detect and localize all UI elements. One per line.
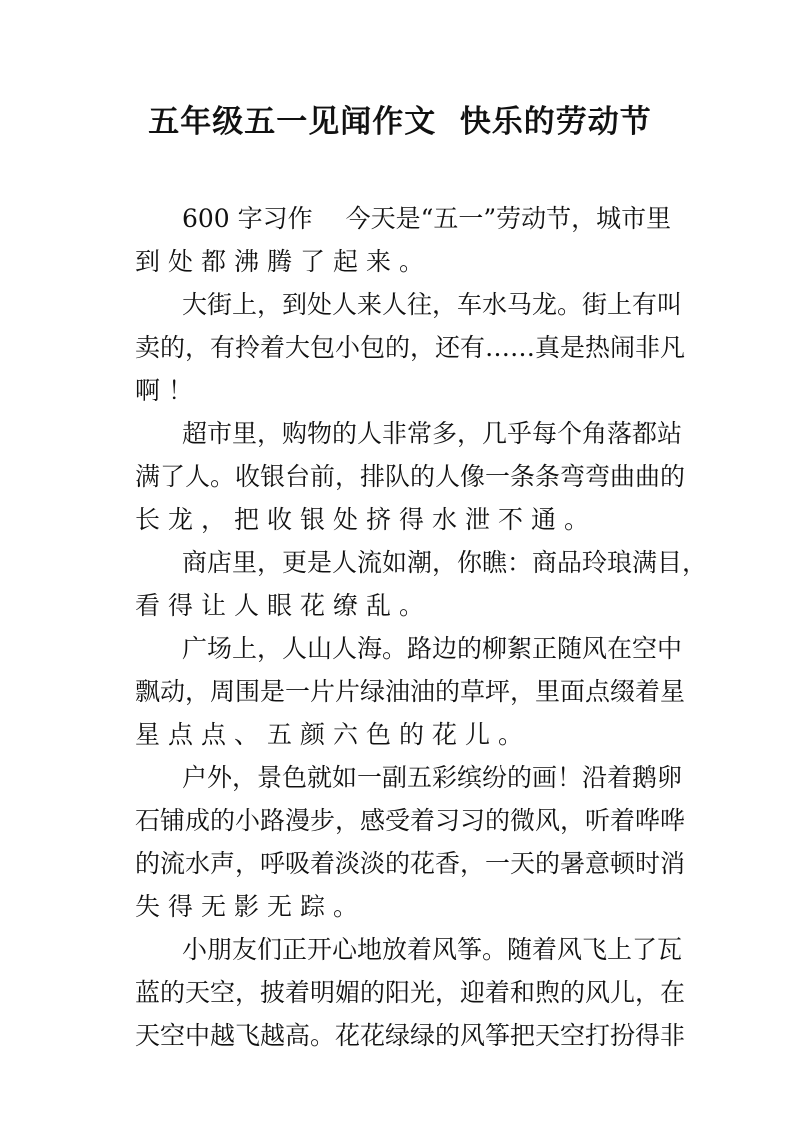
paragraph-line: 天空中越飞越高。花花绿绿的风筝把天空打扮得非 (135, 1021, 686, 1050)
paragraph-line: 石铺成的小路漫步，感受着习习的微风，听着哗哗 (135, 806, 686, 835)
paragraph-line: 卖的，有拎着大包小包的，还有……真是热闹非凡 (135, 333, 686, 362)
paragraph-line: 失得无影无踪。 (135, 892, 367, 921)
paragraph (135, 412, 686, 541)
document-body (135, 197, 708, 1057)
paragraph-line: 到处都沸腾了起来。 (135, 247, 433, 276)
paragraph-line: 商店里，更是人流如潮，你瞧：商品玲琅满目， (182, 548, 708, 577)
paragraph-line: 蓝的天空，披着明媚的阳光，迎着和煦的风儿，在 (135, 978, 686, 1007)
paragraph (135, 283, 686, 412)
paragraph-line: 长龙，把收银处挤得水泄不通。 (135, 505, 598, 534)
paragraph-line: 小朋友们正开心地放着风筝。随着风飞上了瓦 (182, 935, 683, 964)
document-title: 五年级五一见闻作文 快乐的劳动节 (148, 104, 652, 140)
paragraph (135, 756, 686, 928)
paragraph (135, 928, 686, 1057)
paragraph-line: 看得让人眼花缭乱。 (135, 591, 433, 620)
paragraph-line: 大街上，到处人来人往，车水马龙。街上有叫 (182, 290, 683, 319)
paragraph-line: 600 字习作 今天是“五一”劳动节，城市里 (182, 204, 672, 233)
paragraph (135, 541, 708, 627)
paragraph-line: 超市里，购物的人非常多，几乎每个角落都站 (182, 419, 683, 448)
paragraph-line: 户外，景色就如一副五彩缤纷的画！沿着鹅卵 (182, 763, 683, 792)
paragraph (135, 627, 686, 756)
paragraph-line: 满了人。收银台前，排队的人像一条条弯弯曲曲的 (135, 462, 686, 491)
paragraph (135, 197, 672, 283)
paragraph-line: 的流水声，呼吸着淡淡的花香，一天的暑意顿时消 (135, 849, 686, 878)
paragraph-line: 啊！ (135, 376, 202, 405)
paragraph-line: 广场上，人山人海。路边的柳絮正随风在空中 (182, 634, 683, 663)
paragraph-line: 星点点、五颜六色的花儿。 (135, 720, 532, 749)
paragraph-line: 飘动，周围是一片片绿油油的草坪，里面点缀着星 (135, 677, 686, 706)
